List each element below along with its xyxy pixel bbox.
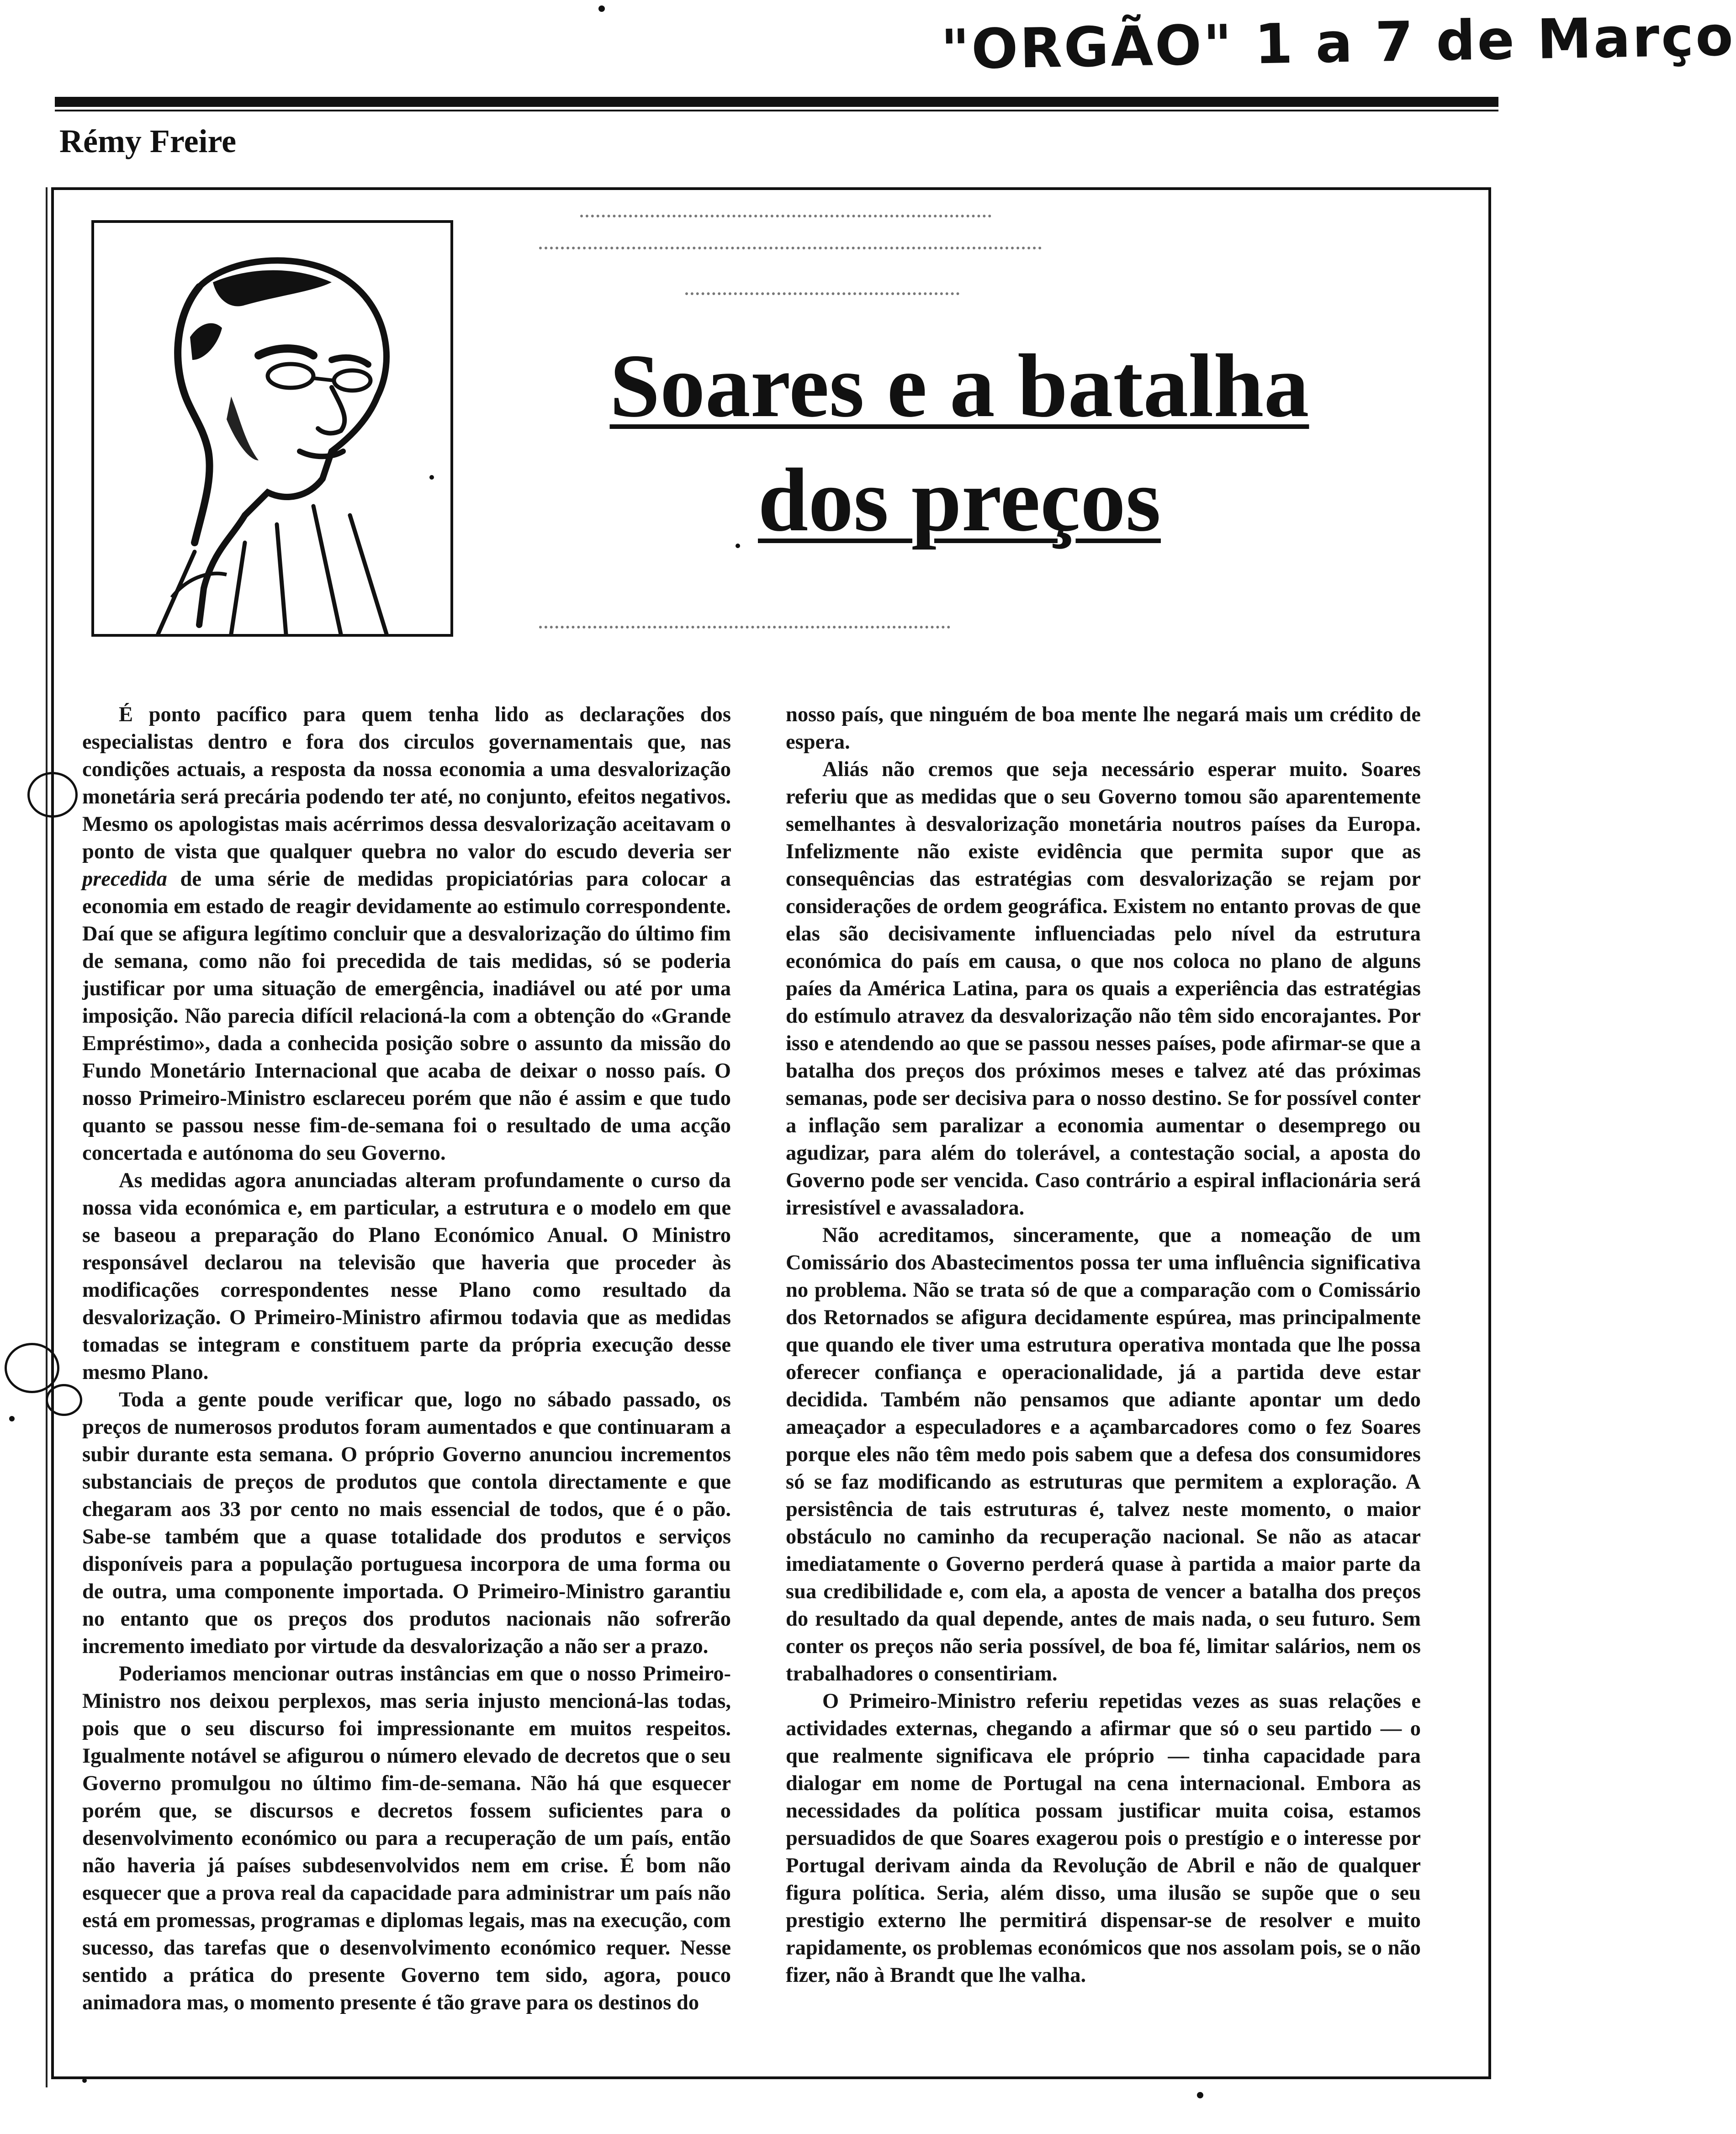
body-column-right [786,701,1421,1989]
portrait-sketch [94,223,450,634]
speck [82,2078,87,2083]
portrait-image [91,220,453,637]
paragraph: Aliás não cremos que seja necessário esperar muito. Soares referiu que as medidas que o seu Governo tomou são aparentemente semelhantes à desvalorização monetária noutros países da Europa. Infelizmente não existe evidência que permita supor que as consequências das estratégias com desvalorização se rejam por considerações de ordem geográfica. Existem no entanto provas de que elas são decisivamente influenciadas pelo nível da estrutura económica do país em causa, o que nos coloca no plano de alguns paíes da América Latina, para os quais a experiência das estratégias do estímulo atravez da desvalorização não têm sido encorajantes. Por isso e atendendo ao que se passou nesses países, pode afirmar-se que a batalha dos preços dos próximos meses e talvez até das próximas semanas, pode ser decisiva para o nosso destino. Se for possível conter a inflação sem paralizar a economia aumentar o desemprego ou agudizar, para além do tolerável, a contestação social, a aposta do Governo pode ser vencida. Caso contrário a espiral inflacionária será irresistível e avassaladora. [786,758,1421,1220]
speck [736,544,740,548]
speck [1197,2092,1203,2098]
handwritten-annotation: "ORGÃO" 1 a 7 de Março [940,5,1736,82]
bleed-dots [580,215,991,221]
headline-line-2: dos preços [758,450,1161,550]
speck [429,475,434,480]
punch-hole-mark [27,772,78,818]
paragraph: É ponto pacífico para quem tenha lido as declarações dos especialistas dentro e fora dos circulos governamentais que, nas condições actuais, a resposta da nossa economia a uma desvalorização monetária será precária podendo ter até, no conjunto, efeitos negativos. Mesmo os apologistas mais acérrimos dessa desvalorização aceitavam o ponto de vista que qualquer quebra no valor do escudo deveria ser precedida de uma série de medidas propiciatórias para colocar a economia em estado de reagir devidamente ao estimulo correspondente. Daí que se afigura legítimo concluir que a desvalorização do último fim de semana, como não foi precedida de tais medidas, só se poderia justificar por uma situação de emergência, inadiável ou até por uma imposição. Não parecia difícil relacioná-la com a obtenção do «Grande Empréstimo», dada a conhecida posição sobre o assunto da missão do Fundo Monetário Internacional que acaba de deixar o nosso país. O nosso Primeiro-Ministro esclareceu porém que não é assim e que tudo quanto se passou nesse fim-de-semana foi o resultado de uma acção concertada e autónoma do seu Governo. [82,703,731,1165]
frame-left-edge [46,187,48,2087]
paragraph: As medidas agora anunciadas alteram profundamente o curso da nossa vida económica e, em particular, a estrutura e o modelo em que se baseou a preparação do Plano Económico Anual. O Ministro responsável declarou na televisão que haveria que proceder às modificações correspondentes nesse Plano como resultado da desvalorização. O Primeiro-Ministro afirmou todavia que as medidas tomadas se integram e constituem parte da própria execução desse mesmo Plano. [82,1169,731,1384]
paragraph: Poderiamos mencionar outras instâncias em que o nosso Primeiro-Ministro nos deixou perplexos, mas seria injusto mencioná-las todas, pois que o seu discurso foi impressionante em muitos respeitos. Igualmente notável se afigurou o número elevado de decretos que o seu Governo promulgou no último fim-de-semana. Não há que esquecer porém que, se discursos e decretos fossem suficientes para o desenvolvimento económico ou para a recuperação de um país, então não haveria já países subdesenvolvidos nem em crise. É bom não esquecer que a prova real da capacidade para administrar um país não está em promessas, programas e diplomas legais, mas na execução, com sucesso, das tarefas que o desenvolvimento económico requer. Nesse sentido a prática do presente Governo tem sido, agora, pouco animadora mas, o momento presente é tão grave para os destinos do [82,1662,731,2014]
paragraph: O Primeiro-Ministro referiu repetidas vezes as suas relações e actividades externas, chegando a afirmar que só o seu partido — o que realmente significava ele próprio — tinha capacidade para dialogar em nome de Portugal na cena internacional. Embora as necessidades da política possam justificar muita coisa, estamos persuadidos de que Soares exagerou pois o prestígio e o interesse por Portugal derivam ainda da Revolução de Abril e não de qualquer figura política. Seria, além disso, uma ilusão se supõe que o seu prestigio externo lhe permitirá dispensar-se de resolver e muito rapidamente, os problemas económicos que nos assolam pois, se o não fizer, não à Brandt que lhe valha. [786,1690,1421,1987]
punch-hole-mark [46,1384,82,1416]
speck [9,1416,15,1421]
speck [598,5,605,12]
bleed-dots [685,292,959,299]
top-rule-thin [55,110,1498,111]
bleed-dots [539,626,950,632]
article-headline [548,329,1371,557]
punch-hole-mark [5,1343,59,1393]
paragraph: Toda a gente poude verificar que, logo no sábado passado, os preços de numerosos produtos foram aumentados e que continuaram a subir durante esta semana. O próprio Governo anunciou incrementos substanciais de preços de produtos que contola directamente e que chegaram aos 33 por cento no mais essencial de todos, que é o pão. Sabe-se também que a quase totalidade dos produtos e serviços disponíveis para a população portuguesa incorpora de uma forma ou de outra, uma componente importada. O Primeiro-Ministro garantiu no entanto que os preços dos produtos nacionais não sofrerão incremento imediato por virtude da desvalorização a não ser a prazo. [82,1388,731,1658]
body-column-left [82,701,731,2017]
paragraph: nosso país, que ninguém de boa mente lhe negará mais um crédito de espera. [786,703,1421,754]
top-rule [55,97,1498,107]
headline-line-1: Soares e a batalha [609,336,1309,436]
bleed-dots [539,247,1042,253]
paragraph: Não acreditamos, sinceramente, que a nomeação de um Comissário dos Abastecimentos possa ter uma influência significativa no problema. Não se trata só de que a comparação com o Comissário dos Retornados se afigura decidamente espúrea, mas principalmente que quando ele tiver uma estrutura operativa montada que lhe possa oferecer confiança e operacionalidade, já a partida deve estar decidida. Também não pensamos que adiante apontar um dedo ameaçador a especuladores e a açambarcadores como o fez Soares porque eles não têm medo pois sabem que a defesa dos consumidores só se faz modificando as estruturas que permitem a exploração. A persistência de tais estruturas é, talvez neste momento, o maior obstáculo no caminho da recuperação nacional. Se não as atacar imediatamente o Governo perderá quase à partida a maior parte da sua credibilidade e, com ela, a aposta de vencer a batalha dos preços do resultado da qual depende, antes de mais nada, o seu futuro. Sem conter os preços não seria possível, de boa fé, limitar salários, nem os trabalhadores o consentiriam. [786,1224,1421,1685]
author-byline: Rémy Freire [59,123,237,159]
